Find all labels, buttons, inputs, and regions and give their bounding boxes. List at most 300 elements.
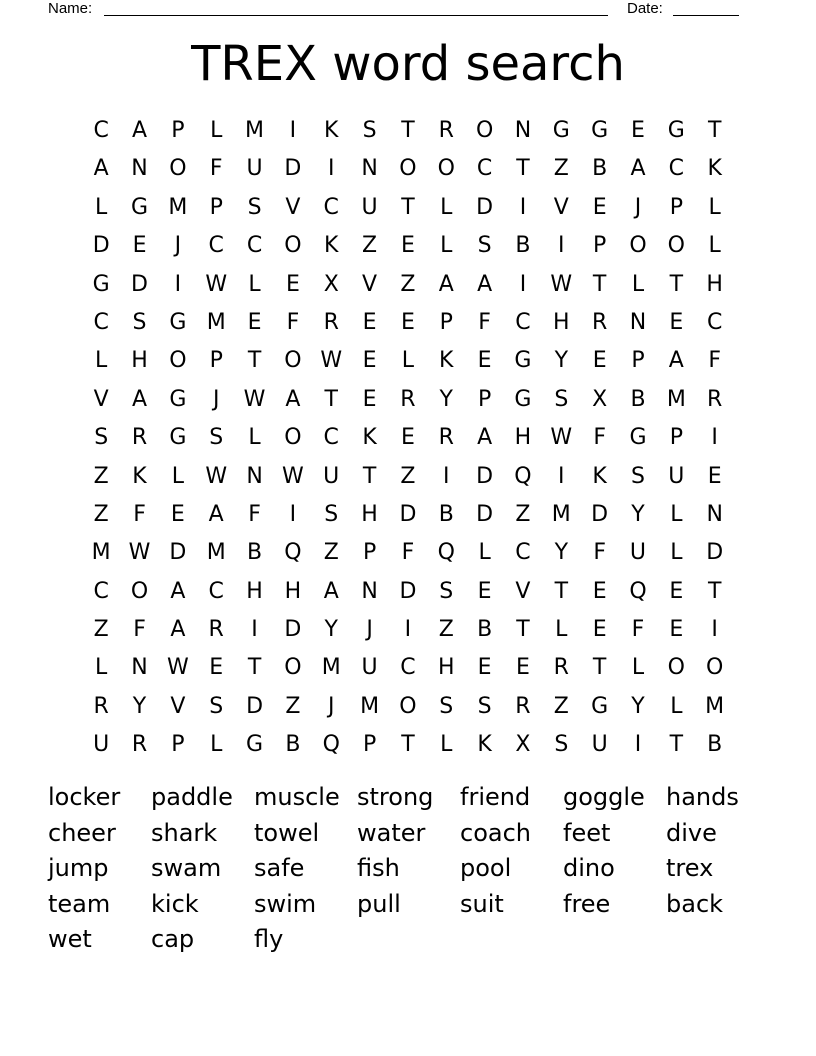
grid-cell: X: [323, 271, 339, 297]
grid-cell: G: [514, 386, 532, 412]
grid-cell: B: [592, 156, 608, 182]
grid-cell: F: [133, 617, 146, 643]
grid-row: [82, 496, 734, 534]
grid-cell: D: [399, 501, 417, 527]
grid-cell: G: [552, 118, 570, 143]
grid-cell: G: [130, 194, 149, 220]
grid-cell: O: [284, 425, 302, 451]
word-list-item: locker: [48, 783, 121, 811]
grid-cell: L: [248, 425, 261, 451]
grid-cell: U: [246, 156, 263, 182]
grid-cell: O: [284, 233, 302, 259]
grid-cell: M: [168, 194, 188, 220]
grid-cell: Y: [554, 540, 569, 566]
grid-cell: A: [285, 386, 301, 412]
grid-cell: F: [133, 501, 146, 527]
grid-cell: W: [205, 463, 228, 489]
grid-cell: N: [361, 578, 378, 604]
grid-cell: P: [631, 348, 645, 374]
grid-cell: U: [591, 732, 608, 758]
grid-cell: L: [95, 194, 108, 220]
grid-row: [82, 342, 734, 380]
grid-cell: A: [170, 578, 186, 604]
date-label: Date:: [627, 0, 663, 17]
grid-cell: Y: [132, 693, 147, 719]
grid-cell: E: [477, 348, 492, 374]
word-list-item: jump: [48, 854, 109, 882]
grid-cell: I: [289, 118, 297, 143]
grid-cell: S: [324, 501, 339, 527]
grid-cell: I: [443, 463, 450, 489]
grid-cell: G: [591, 693, 609, 719]
grid-cell: D: [246, 693, 264, 719]
word-list-item: muscle: [254, 783, 340, 811]
grid-cell: C: [208, 578, 224, 604]
grid-row: [82, 419, 734, 457]
grid-cell: L: [708, 233, 721, 259]
grid-cell: I: [519, 271, 527, 297]
grid-cell: S: [554, 732, 569, 758]
grid-cell: C: [476, 156, 493, 182]
grid-cell: I: [558, 463, 565, 489]
grid-cell: L: [210, 732, 223, 758]
grid-cell: W: [243, 386, 266, 412]
letter-grid: [82, 112, 734, 765]
grid-cell: L: [478, 540, 491, 566]
grid-cell: I: [289, 501, 297, 527]
grid-cell: E: [362, 386, 377, 412]
grid-cell: L: [631, 271, 645, 297]
grid-cell: T: [516, 156, 530, 182]
grid-cell: D: [476, 463, 494, 489]
grid-cell: B: [438, 501, 454, 527]
date-blank-line: [673, 0, 739, 16]
grid-row: [82, 649, 734, 687]
word-list-item: hands: [666, 783, 739, 811]
grid-cell: L: [670, 693, 683, 719]
grid-cell: L: [171, 463, 184, 489]
grid-cell: F: [286, 309, 300, 335]
grid-cell: F: [401, 540, 415, 566]
grid-cell: E: [285, 271, 300, 297]
grid-cell: E: [362, 348, 377, 374]
grid-cell: R: [591, 309, 608, 335]
grid-cell: G: [629, 425, 647, 451]
grid-cell: S: [477, 233, 492, 259]
grid-cell: T: [707, 118, 722, 143]
grid-cell: L: [95, 655, 108, 681]
grid-cell: Z: [323, 540, 339, 566]
grid-cell: U: [93, 732, 110, 758]
grid-cell: E: [669, 309, 684, 335]
word-list-item: coach: [460, 818, 531, 847]
grid-cell: N: [246, 463, 263, 489]
grid-cell: Z: [93, 463, 109, 489]
word-list-item: fish: [357, 854, 400, 882]
word-list-item: swam: [151, 854, 222, 882]
word-list-item: trex: [666, 854, 714, 882]
grid-cell: W: [320, 348, 343, 374]
grid-cell: O: [130, 578, 149, 604]
grid-cell: R: [208, 617, 224, 643]
grid-cell: K: [324, 118, 339, 143]
grid-cell: W: [550, 425, 573, 451]
grid-cell: Z: [553, 156, 569, 182]
grid-cell: E: [592, 578, 607, 604]
grid-cell: W: [282, 463, 304, 489]
grid-cell: F: [478, 309, 491, 335]
grid-cell: X: [592, 386, 608, 412]
grid-cell: I: [558, 233, 565, 259]
worksheet-header: [48, 0, 748, 20]
grid-cell: C: [400, 655, 416, 681]
word-list-item: towel: [254, 818, 320, 847]
grid-cell: E: [592, 194, 607, 220]
grid-cell: G: [169, 386, 187, 412]
grid-cell: G: [514, 348, 532, 374]
grid-cell: T: [592, 271, 607, 297]
grid-row: [82, 458, 734, 496]
grid-cell: I: [174, 271, 182, 297]
grid-cell: F: [593, 540, 606, 566]
grid-cell: E: [592, 617, 607, 643]
grid-cell: T: [324, 386, 338, 412]
grid-cell: Z: [93, 501, 109, 527]
grid-cell: U: [361, 194, 378, 220]
grid-cell: U: [668, 463, 685, 489]
grid-cell: H: [553, 309, 570, 335]
grid-cell: N: [361, 156, 378, 182]
grid-cell: S: [554, 386, 569, 412]
grid-cell: J: [212, 386, 220, 412]
grid-cell: W: [166, 655, 189, 681]
grid-cell: E: [132, 233, 147, 259]
word-list-item: free: [563, 889, 611, 918]
grid-cell: A: [323, 578, 339, 604]
grid-row: [82, 726, 734, 764]
grid-cell: P: [439, 309, 453, 335]
grid-row: [82, 227, 734, 265]
grid-row: [82, 611, 734, 649]
grid-cell: G: [169, 425, 187, 451]
grid-cell: V: [285, 194, 301, 220]
grid-cell: O: [475, 118, 494, 143]
grid-cell: G: [591, 118, 609, 143]
grid-cell: Y: [631, 693, 645, 719]
grid-row: [82, 150, 734, 188]
grid-cell: X: [515, 732, 531, 758]
grid-cell: L: [440, 194, 453, 220]
grid-row: [82, 304, 734, 342]
grid-cell: T: [247, 655, 262, 681]
grid-cell: R: [131, 425, 148, 451]
grid-cell: M: [245, 118, 265, 143]
grid-cell: M: [705, 693, 725, 719]
grid-cell: R: [438, 118, 454, 143]
grid-cell: O: [437, 156, 455, 182]
grid-cell: M: [321, 655, 341, 681]
grid-cell: Z: [362, 233, 378, 259]
grid-cell: S: [477, 693, 492, 719]
grid-cell: R: [553, 655, 569, 681]
grid-cell: R: [707, 386, 723, 412]
word-list-item: paddle: [151, 783, 233, 811]
grid-cell: C: [515, 309, 531, 335]
word-list-item: safe: [254, 854, 305, 882]
word-list-item: cheer: [48, 818, 116, 847]
grid-cell: D: [591, 501, 609, 527]
grid-cell: Z: [93, 617, 109, 643]
grid-cell: H: [131, 348, 148, 374]
grid-cell: I: [634, 732, 642, 758]
grid-row: [82, 688, 734, 726]
grid-cell: T: [401, 194, 415, 220]
grid-cell: K: [439, 348, 454, 374]
grid-cell: Q: [284, 540, 302, 566]
grid-cell: O: [399, 693, 417, 719]
grid-cell: D: [284, 156, 302, 182]
grid-cell: F: [631, 617, 645, 643]
grid-cell: P: [362, 540, 377, 566]
grid-cell: M: [91, 540, 111, 566]
grid-cell: E: [170, 501, 185, 527]
grid-cell: K: [477, 732, 492, 758]
grid-cell: E: [707, 463, 722, 489]
grid-cell: O: [706, 655, 724, 681]
name-blank-line: [104, 0, 608, 16]
grid-cell: D: [476, 194, 494, 220]
word-list-item: cap: [151, 925, 195, 953]
word-list-item: kick: [151, 889, 199, 918]
grid-cell: I: [251, 617, 258, 643]
grid-cell: C: [515, 540, 531, 566]
grid-cell: S: [94, 425, 109, 451]
grid-cell: S: [439, 693, 454, 719]
grid-cell: D: [284, 617, 302, 643]
grid-cell: D: [131, 271, 148, 297]
grid-cell: H: [706, 271, 723, 297]
grid-cell: K: [592, 463, 607, 489]
grid-cell: V: [553, 194, 569, 220]
grid-cell: L: [248, 271, 261, 297]
grid-cell: E: [362, 309, 377, 335]
grid-cell: B: [707, 732, 723, 758]
grid-cell: A: [208, 501, 224, 527]
grid-cell: S: [132, 309, 147, 335]
word-list-item: swim: [254, 889, 317, 918]
word-list-item: back: [666, 889, 724, 918]
grid-row: [82, 381, 734, 419]
word-list-item: water: [357, 818, 426, 847]
grid-cell: T: [247, 348, 262, 374]
grid-cell: P: [209, 194, 223, 220]
grid-cell: P: [171, 118, 185, 143]
grid-cell: Q: [322, 732, 340, 758]
grid-cell: U: [629, 540, 647, 566]
grid-cell: U: [361, 655, 378, 681]
grid-cell: P: [669, 425, 683, 451]
grid-cell: D: [92, 233, 110, 259]
grid-cell: S: [439, 578, 454, 604]
grid-cell: E: [400, 233, 415, 259]
grid-cell: Y: [554, 348, 569, 374]
grid-cell: L: [631, 655, 645, 681]
grid-cell: E: [400, 425, 415, 451]
grid-cell: P: [593, 233, 607, 259]
grid-cell: L: [401, 348, 415, 374]
grid-cell: L: [210, 118, 223, 143]
grid-cell: M: [666, 386, 686, 412]
grid-cell: B: [247, 540, 263, 566]
grid-cell: K: [132, 463, 147, 489]
grid-cell: D: [476, 501, 494, 527]
grid-cell: R: [323, 309, 339, 335]
grid-cell: N: [131, 156, 148, 182]
grid-cell: I: [711, 425, 718, 451]
grid-cell: Y: [631, 501, 645, 527]
grid-cell: F: [209, 156, 223, 182]
grid-cell: H: [514, 425, 532, 451]
grid-cell: J: [634, 194, 642, 220]
grid-cell: Z: [400, 271, 416, 297]
grid-cell: T: [401, 732, 415, 758]
grid-cell: T: [516, 617, 530, 643]
grid-cell: V: [93, 386, 109, 412]
grid-cell: L: [708, 194, 721, 220]
grid-cell: B: [477, 617, 493, 643]
grid-cell: C: [93, 578, 109, 604]
grid-cell: N: [629, 309, 647, 335]
grid-cell: D: [399, 578, 417, 604]
grid-cell: R: [400, 386, 416, 412]
grid-cell: J: [366, 617, 373, 643]
grid-cell: P: [477, 386, 492, 412]
grid-cell: M: [551, 501, 571, 527]
word-list-item: feet: [563, 818, 611, 847]
grid-cell: C: [706, 309, 723, 335]
grid-cell: D: [706, 540, 724, 566]
grid-cell: M: [206, 540, 226, 566]
grid-cell: V: [362, 271, 378, 297]
grid-cell: E: [669, 578, 684, 604]
grid-cell: A: [131, 386, 148, 412]
grid-cell: W: [128, 540, 151, 566]
grid-cell: B: [515, 233, 531, 259]
word-list-item: team: [48, 889, 111, 918]
grid-cell: T: [592, 655, 607, 681]
grid-cell: L: [440, 732, 453, 758]
grid-cell: G: [169, 309, 187, 335]
name-label: Name:: [48, 0, 93, 17]
grid-cell: E: [592, 348, 607, 374]
grid-row: [82, 573, 734, 611]
grid-cell: A: [438, 271, 454, 297]
grid-cell: H: [437, 655, 455, 681]
grid-cell: F: [593, 425, 606, 451]
grid-cell: Y: [439, 386, 453, 412]
grid-cell: Z: [400, 463, 416, 489]
grid-cell: R: [93, 693, 109, 719]
grid-cell: S: [209, 425, 224, 451]
grid-cell: Q: [437, 540, 455, 566]
grid-cell: K: [324, 233, 339, 259]
grid-cell: Z: [285, 693, 301, 719]
grid-cell: Q: [629, 578, 647, 604]
grid-row: [82, 534, 734, 572]
grid-cell: E: [516, 655, 530, 681]
grid-cell: K: [707, 156, 722, 182]
grid-cell: H: [246, 578, 263, 604]
grid-cell: P: [209, 348, 223, 374]
word-list-item: dive: [666, 818, 717, 847]
grid-cell: T: [669, 271, 684, 297]
grid-cell: G: [246, 732, 264, 758]
grid-cell: H: [284, 578, 302, 604]
grid-cell: R: [438, 425, 454, 451]
grid-cell: O: [284, 348, 302, 374]
grid-row: [82, 112, 734, 150]
grid-cell: W: [205, 271, 228, 297]
grid-cell: F: [708, 348, 721, 374]
grid-cell: R: [131, 732, 148, 758]
grid-cell: P: [171, 732, 185, 758]
word-list-item: friend: [460, 783, 531, 811]
grid-cell: M: [206, 309, 226, 335]
grid-cell: A: [477, 425, 493, 451]
grid-cell: P: [362, 732, 377, 758]
grid-cell: K: [362, 425, 377, 451]
word-list-item: pull: [357, 889, 401, 918]
grid-cell: D: [169, 540, 187, 566]
grid-cell: C: [93, 118, 109, 143]
word-list-item: shark: [151, 818, 218, 847]
grid-cell: G: [92, 271, 110, 297]
grid-cell: S: [362, 118, 377, 143]
grid-cell: A: [170, 617, 186, 643]
grid-cell: B: [285, 732, 301, 758]
grid-cell: T: [362, 463, 377, 489]
grid-cell: A: [668, 348, 684, 374]
grid-cell: S: [247, 194, 262, 220]
grid-cell: N: [131, 655, 148, 681]
grid-cell: S: [209, 693, 224, 719]
grid-cell: Y: [324, 617, 338, 643]
grid-cell: T: [669, 732, 684, 758]
grid-cell: J: [327, 693, 335, 719]
grid-cell: E: [669, 617, 684, 643]
grid-cell: T: [707, 578, 722, 604]
grid-cell: E: [477, 655, 492, 681]
grid-cell: Z: [438, 617, 454, 643]
grid-cell: S: [631, 463, 645, 489]
grid-cell: I: [519, 194, 527, 220]
grid-cell: C: [93, 309, 109, 335]
grid-cell: O: [629, 233, 647, 259]
grid-cell: Z: [553, 693, 569, 719]
grid-cell: O: [169, 156, 187, 182]
grid-cell: O: [399, 156, 417, 182]
grid-cell: Z: [515, 501, 531, 527]
grid-cell: O: [169, 348, 187, 374]
page-title: TREX word search: [191, 36, 625, 92]
grid-cell: I: [327, 156, 335, 182]
grid-cell: I: [711, 617, 718, 643]
grid-cell: A: [131, 118, 148, 143]
grid-cell: C: [323, 425, 339, 451]
grid-cell: T: [401, 118, 415, 143]
grid-cell: H: [361, 501, 378, 527]
word-list-item: goggle: [563, 783, 645, 811]
